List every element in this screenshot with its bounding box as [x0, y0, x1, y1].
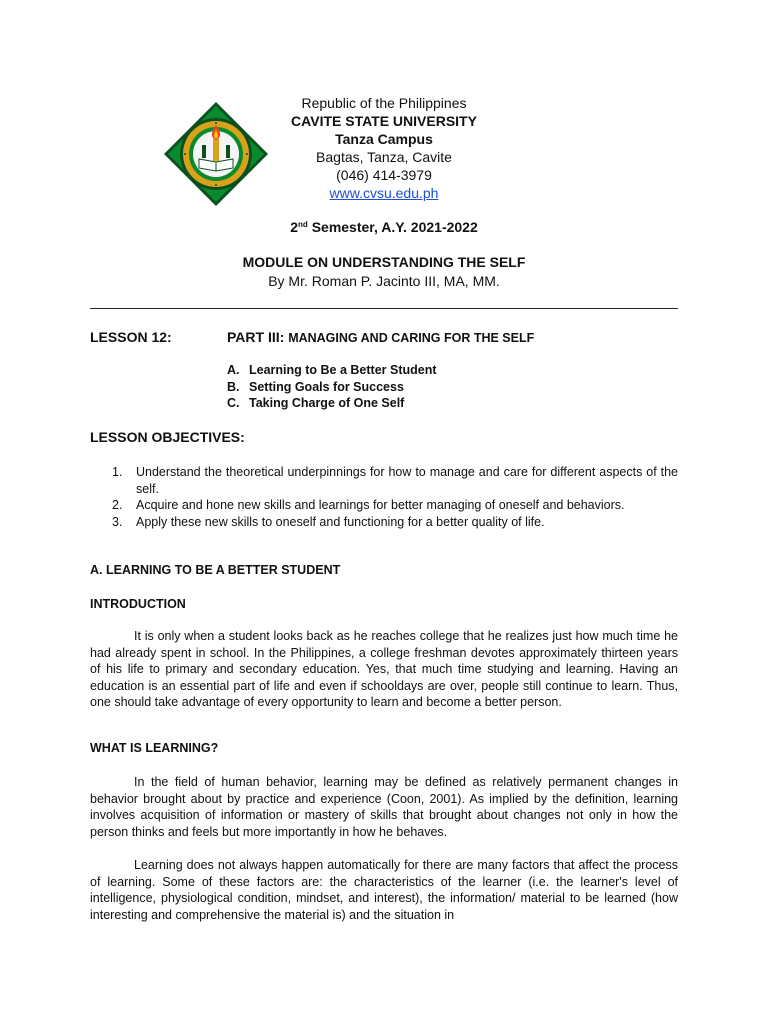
- learning-paragraph-2: Learning does not always happen automatically for there are many factors that affect the process of learning. Some of these factors are: the characteristics of the learner (i.e. the learner's level of intelligence, physiological condition, mindset, and interest), the information/ material to be learned (how interesting and comprehensive the material is) and the situation in: [90, 858, 678, 922]
- list-item: [112, 497, 678, 514]
- list-item: [227, 379, 437, 396]
- learning-paragraph-1: In the field of human behavior, learning may be defined as relatively permanent changes in behavior brought about by practice and experience (Coon, 2001). As implied by the definition, learning involves acquisition of information or mastery of skills that brought about changes not only in how the person thinks and feels but more importantly in how he behaves.: [90, 775, 678, 839]
- learning-heading: WHAT IS LEARNING?: [90, 741, 219, 755]
- semester-number: 2: [290, 219, 299, 235]
- section-heading: A. LEARNING TO BE A BETTER STUDENT: [90, 563, 341, 577]
- lesson-number: LESSON 12:: [90, 329, 172, 345]
- objective-text: Understand the theoretical underpinnings for how to manage and care for different aspects of the self.: [136, 465, 678, 496]
- lesson-part: [227, 329, 534, 345]
- website-link[interactable]: www.cvsu.edu.ph: [329, 185, 439, 201]
- topic-text: Learning to Be a Better Student: [249, 363, 437, 377]
- list-item: [227, 362, 437, 379]
- university-name: CAVITE STATE UNIVERSITY: [291, 113, 477, 129]
- introduction-heading: INTRODUCTION: [90, 597, 186, 611]
- republic-line: Republic of the Philippines: [301, 95, 467, 111]
- phone-line: (046) 414-3979: [336, 167, 432, 183]
- list-item: [112, 514, 678, 531]
- semester-line: [90, 219, 678, 235]
- objective-number: 1.: [112, 465, 123, 479]
- document-header: [90, 94, 678, 202]
- campus-name: Tanza Campus: [335, 131, 433, 147]
- list-item: [112, 464, 678, 497]
- introduction-paragraph: It is only when a student looks back as he reaches college that he realizes just how much time he had already spent in school. In the Philippines, a college freshman devotes approximately thirteen years of his life to primary and secondary education. Yes, that much time studying and learning. Having an education is an essential part of life and even if schooldays are over, people still continue to learn. Thus, one should take advantage of every opportunity to learn and become a better person.: [90, 629, 678, 709]
- topic-text: Taking Charge of One Self: [249, 396, 405, 410]
- topic-letter: B.: [227, 379, 240, 394]
- list-item: [227, 395, 437, 412]
- address-line: Bagtas, Tanza, Cavite: [316, 149, 452, 165]
- objectives-list: [112, 464, 678, 530]
- objective-text: Acquire and hone new skills and learnings for better managing of oneself and behaviors.: [136, 498, 625, 512]
- objective-number: 3.: [112, 514, 123, 529]
- module-title: MODULE ON UNDERSTANDING THE SELF: [242, 254, 526, 270]
- objective-text: Apply these new skills to oneself and functioning for a better quality of life.: [136, 514, 545, 529]
- semester-text: Semester, A.Y. 2021-2022: [307, 219, 478, 235]
- semester-ordinal: nd: [298, 220, 308, 229]
- divider: [90, 308, 678, 309]
- topic-letter: C.: [227, 396, 240, 410]
- objective-number: 2.: [112, 498, 123, 512]
- topic-letter: A.: [227, 363, 240, 377]
- objectives-heading: LESSON OBJECTIVES:: [90, 429, 245, 445]
- part-prefix: PART III:: [227, 329, 289, 345]
- module-author: By Mr. Roman P. Jacinto III, MA, MM.: [268, 273, 500, 289]
- topic-text: Setting Goals for Success: [249, 379, 404, 394]
- topic-list: [227, 362, 437, 412]
- part-title: MANAGING AND CARING FOR THE SELF: [288, 331, 535, 345]
